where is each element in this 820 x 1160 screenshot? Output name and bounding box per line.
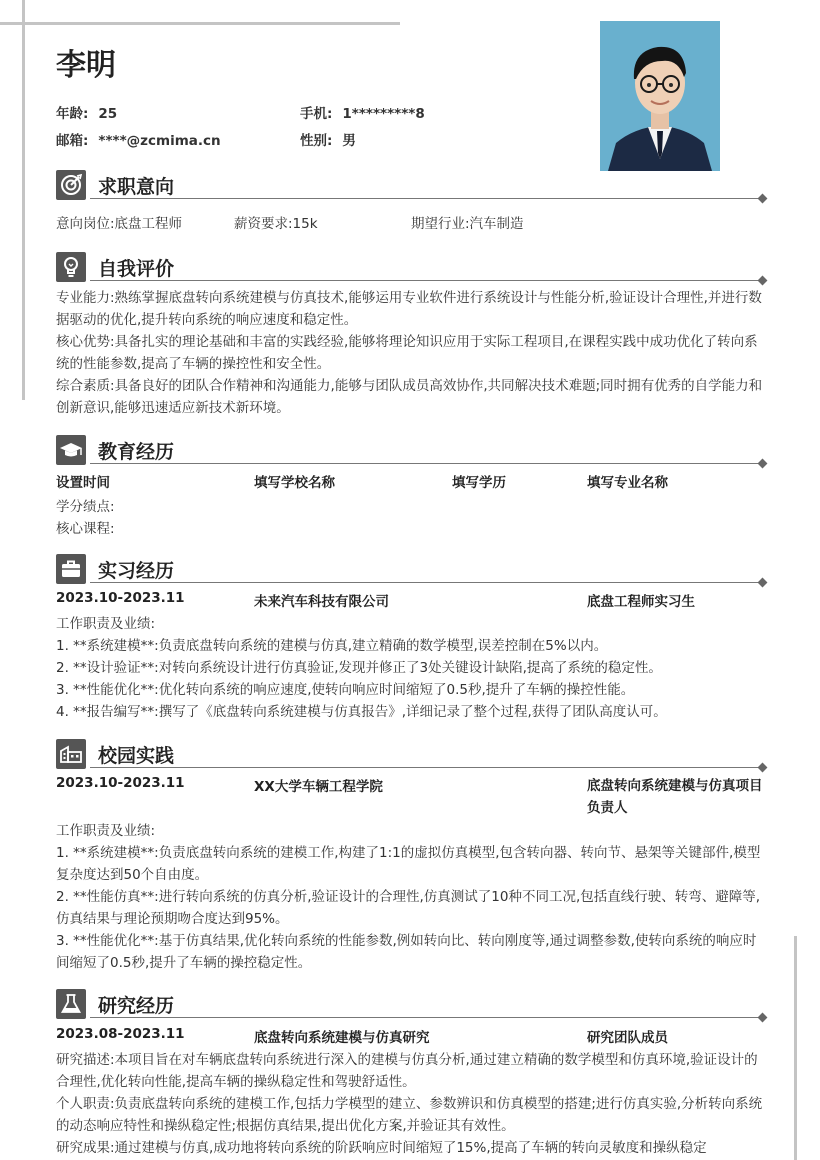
- section-divider: [90, 767, 762, 768]
- internship-period: 2023.10-2023.11: [56, 590, 185, 606]
- education-degree: 填写学历: [452, 475, 506, 491]
- graduation-cap-icon: [56, 435, 86, 465]
- decorative-right-line: [794, 936, 797, 1160]
- internship-line: 3. **性能优化**:优化转向系统的响应速度,使转向响应时间缩短了0.5秒,提升了车辆的操控性能。: [56, 682, 635, 698]
- internship-role: 底盘工程师实习生: [587, 594, 695, 610]
- gender-info: [300, 129, 356, 149]
- internship-line: 工作职责及业绩:: [56, 616, 156, 632]
- section-divider: [90, 280, 762, 281]
- section-divider: [90, 1017, 762, 1018]
- expected-salary: 薪资要求:15k: [234, 216, 318, 232]
- campus-role: 底盘转向系统建模与仿真项目负责人: [587, 778, 763, 816]
- section-divider: [90, 463, 762, 464]
- internship-line: 4. **报告编写**:撰写了《底盘转向系统建模与仿真报告》,详细记录了整个过程,获得了团队高度认可。: [56, 704, 667, 720]
- profile-photo: [600, 21, 720, 171]
- research-project: 底盘转向系统建模与仿真研究: [254, 1030, 430, 1046]
- divider-diamond: [758, 578, 768, 588]
- campus-line: 2. **性能仿真**:进行转向系统的仿真分析,验证设计的合理性,仿真测试了10种不同工况,包括直线行驶、转弯、避障等,仿真结果与理论预期吻合度达到95%。: [56, 889, 761, 927]
- research-period: 2023.08-2023.11: [56, 1026, 185, 1042]
- phone-value: 1*********8: [342, 106, 425, 122]
- campus-period: 2023.10-2023.11: [56, 775, 185, 791]
- research-line: 研究描述:本项目旨在对车辆底盘转向系统进行深入的建模与仿真分析,通过建立精确的数学模型和仿真环境,验证设计的合理性,优化转向性能,提高车辆的操纵稳定性和驾驶舒适性。: [56, 1052, 758, 1090]
- section-header-campus: [56, 739, 766, 769]
- research-line: 研究成果:通过建模与仿真,成功地将转向系统的阶跃响应时间缩短了15%,提高了车辆的转向灵敏度和操纵稳定: [56, 1140, 707, 1156]
- flask-icon: [56, 989, 86, 1019]
- divider-diamond: [758, 194, 768, 204]
- phone-label: 手机:: [300, 106, 333, 122]
- section-divider: [90, 198, 762, 199]
- target-icon: [56, 170, 86, 200]
- education-school: 填写学校名称: [254, 475, 335, 491]
- gender-value: 男: [342, 133, 356, 149]
- section-title: 教育经历: [98, 441, 175, 463]
- section-title: 自我评价: [98, 258, 175, 280]
- internship-row: [56, 590, 766, 612]
- job-intent-row: [56, 212, 766, 234]
- section-title: 实习经历: [98, 560, 175, 582]
- section-title: 求职意向: [98, 176, 175, 198]
- divider-diamond: [758, 763, 768, 773]
- campus-line: 工作职责及业绩:: [56, 823, 156, 839]
- section-title: 研究经历: [98, 995, 175, 1017]
- education-time: 设置时间: [56, 475, 110, 491]
- education-major: 填写专业名称: [587, 475, 668, 491]
- expected-industry: 期望行业:汽车制造: [411, 216, 524, 232]
- research-line: 个人职责:负责底盘转向系统的建模工作,包括力学模型的建立、参数辨识和仿真模型的搭建;进行仿真实验,分析转向系统的动态响应特性和操纵稳定性;根据仿真结果,提出优化方案,并验证其有效性。: [56, 1096, 763, 1134]
- section-header-job-intent: [56, 170, 766, 200]
- candidate-name: 李明: [56, 48, 116, 83]
- section-divider: [90, 582, 762, 583]
- briefcase-icon: [56, 554, 86, 584]
- age-value: 25: [98, 106, 118, 122]
- lightbulb-icon: [56, 252, 86, 282]
- internship-line: 1. **系统建模**:负责底盘转向系统的建模与仿真,建立精确的数学模型,误差控制在5%以内。: [56, 638, 608, 654]
- campus-line: 3. **性能优化**:基于仿真结果,优化转向系统的性能参数,例如转向比、转向刚度等,通过调整参数,使转向系统的响应时间缩短了0.5秒,提升了车辆的操控稳定性。: [56, 933, 757, 971]
- self-eval-paragraph: 核心优势:具备扎实的理论基础和丰富的实践经验,能够将理论知识应用于实际工程项目,在课程实践中成功优化了转向系统的性能参数,提高了车辆的操控性和安全性。: [56, 334, 758, 372]
- divider-diamond: [758, 276, 768, 286]
- section-header-self-eval: [56, 252, 766, 282]
- campus-line: 1. **系统建模**:负责底盘转向系统的建模工作,构建了1:1的虚拟仿真模型,包含转向器、转向节、悬架等关键部件,模型复杂度达到50个自由度。: [56, 845, 761, 883]
- education-courses: 核心课程:: [56, 521, 115, 537]
- decorative-top-line: [0, 22, 400, 25]
- phone-info: [300, 102, 425, 122]
- decorative-left-line: [22, 0, 25, 400]
- campus-body: [56, 820, 766, 974]
- intended-position: 意向岗位:底盘工程师: [56, 216, 183, 232]
- internship-body: [56, 613, 766, 723]
- building-icon: [56, 739, 86, 769]
- section-title: 校园实践: [98, 745, 175, 767]
- self-eval-paragraph: 综合素质:具备良好的团队合作精神和沟通能力,能够与团队成员高效协作,共同解决技术难题;同时拥有优秀的自学能力和创新意识,能够迅速适应新技术新环境。: [56, 378, 763, 416]
- email-value: ****@zcmima.cn: [98, 133, 221, 149]
- age-info: [56, 102, 117, 122]
- divider-diamond: [758, 1013, 768, 1023]
- section-header-research: [56, 989, 766, 1019]
- email-label: 邮箱:: [56, 133, 89, 149]
- education-gpa: 学分绩点:: [56, 499, 115, 515]
- education-row: [56, 471, 766, 493]
- divider-diamond: [758, 459, 768, 469]
- section-header-internship: [56, 554, 766, 584]
- self-eval-body: [56, 287, 766, 419]
- research-row: [56, 1026, 766, 1048]
- campus-row: [56, 775, 766, 819]
- internship-company: 未来汽车科技有限公司: [254, 594, 389, 610]
- self-eval-paragraph: 专业能力:熟练掌握底盘转向系统建模与仿真技术,能够运用专业软件进行系统设计与性能分析,验证设计合理性,并进行数据驱动的优化,提升转向系统的响应速度和稳定性。: [56, 290, 762, 328]
- age-label: 年龄:: [56, 106, 89, 122]
- internship-line: 2. **设计验证**:对转向系统设计进行仿真验证,发现并修正了3处关键设计缺陷,提高了系统的稳定性。: [56, 660, 662, 676]
- research-body: [56, 1049, 766, 1159]
- email-info: [56, 129, 221, 149]
- section-header-education: [56, 435, 766, 465]
- research-role: 研究团队成员: [587, 1030, 668, 1046]
- gender-label: 性别:: [300, 133, 333, 149]
- campus-org: XX大学车辆工程学院: [254, 779, 383, 795]
